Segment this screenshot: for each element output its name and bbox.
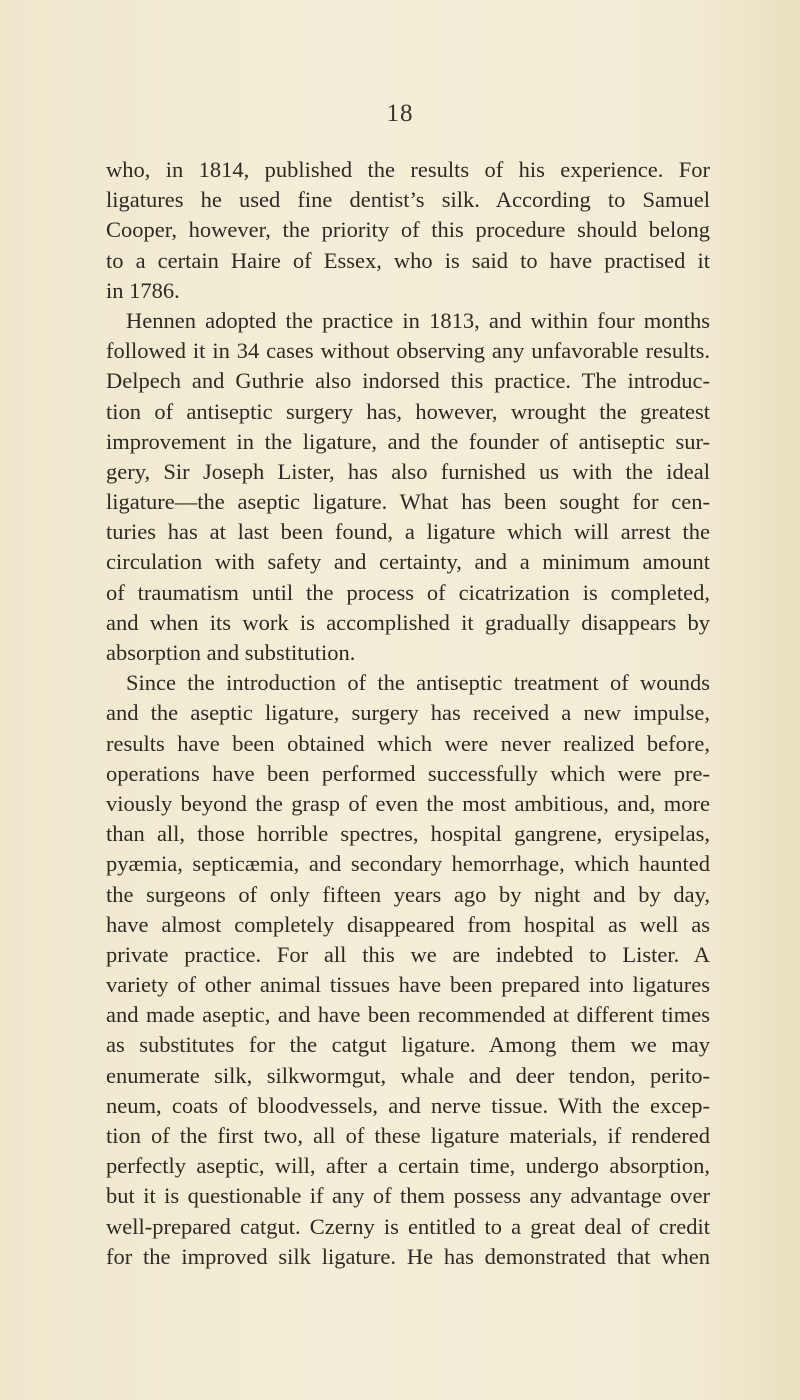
text-line: the surgeons of only fifteen years ago by night and by day, xyxy=(106,881,710,907)
text-line: gery, Sir Joseph Lister, has also furnished us with the ideal xyxy=(106,458,710,484)
text-line: of traumatism until the process of cicatrization is completed, xyxy=(106,579,710,605)
text-line: followed it in 34 cases without observing any unfavorable results. xyxy=(106,338,710,364)
text-line: have almost completely disappeared from hospital as well as xyxy=(106,911,710,937)
text-line: operations have been performed successfully which were pre- xyxy=(106,760,710,786)
text-line: Delpech and Guthrie also indorsed this practice. The introduc- xyxy=(106,368,710,394)
text-line: than all, those horrible spectres, hospital gangrene, erysipelas, xyxy=(106,821,710,847)
text-line: absorption and substitution. xyxy=(106,640,356,665)
text-line: private practice. For all this we are indebted to Lister. A xyxy=(106,941,710,967)
text-line: turies has at last been found, a ligature which will arrest the xyxy=(106,519,710,545)
text-line: Hennen adopted the practice in 1813, and within four months xyxy=(126,307,710,333)
page-number: 18 xyxy=(386,100,414,127)
text-line: and the aseptic ligature, surgery has received a new impulse, xyxy=(106,700,710,726)
text-line: Since the introduction of the antiseptic treatment of wounds xyxy=(126,670,710,696)
text-line: perfectly aseptic, will, after a certain time, undergo absorption, xyxy=(106,1153,710,1179)
text-line: to a certain Haire of Essex, who is said to have practised it xyxy=(106,247,710,273)
text-line: in 1786. xyxy=(106,277,180,303)
text-line: as substitutes for the catgut ligature. Among them we may xyxy=(106,1032,710,1058)
text-line: ligature—the aseptic ligature. What has been sought for cen- xyxy=(106,489,710,515)
text-line: tion of antiseptic surgery has, however, wrought the greatest xyxy=(106,398,710,424)
text-line: variety of other animal tissues have been prepared into ligatures xyxy=(106,972,710,998)
text-line: circulation with safety and certainty, and a minimum amount xyxy=(106,549,710,575)
text-line: pyæmia, septicæmia, and secondary hemorrhage, which haunted xyxy=(106,851,710,877)
body-text xyxy=(106,155,710,1272)
text-line: neum, coats of bloodvessels, and nerve tissue. With the excep- xyxy=(106,1092,710,1118)
text-line: well-prepared catgut. Czerny is entitled to a great deal of credit xyxy=(106,1213,710,1239)
text-line: viously beyond the grasp of even the most ambitious, and, more xyxy=(106,790,710,816)
text-line: and made aseptic, and have been recommended at different times xyxy=(106,1002,710,1028)
text-line: but it is questionable if any of them possess any advantage over xyxy=(106,1183,710,1209)
text-line: who, in 1814, published the results of his experience. For xyxy=(106,157,710,182)
text-line: improvement in the ligature, and the founder of antiseptic sur- xyxy=(106,428,710,454)
text-line: enumerate silk, silkwormgut, whale and deer tendon, perito- xyxy=(106,1062,710,1088)
text-line: tion of the first two, all of these ligature materials, if rendered xyxy=(106,1123,710,1148)
text-line: ligatures he used fine dentist’s silk. According to Samuel xyxy=(106,187,710,213)
text-line: Cooper, however, the priority of this procedure should belong xyxy=(106,217,710,243)
text-line: and when its work is accomplished it gradually disappears by xyxy=(106,609,710,635)
text-line: for the improved silk ligature. He has demonstrated that when xyxy=(106,1243,710,1269)
text-line: results have been obtained which were never realized before, xyxy=(106,730,710,756)
